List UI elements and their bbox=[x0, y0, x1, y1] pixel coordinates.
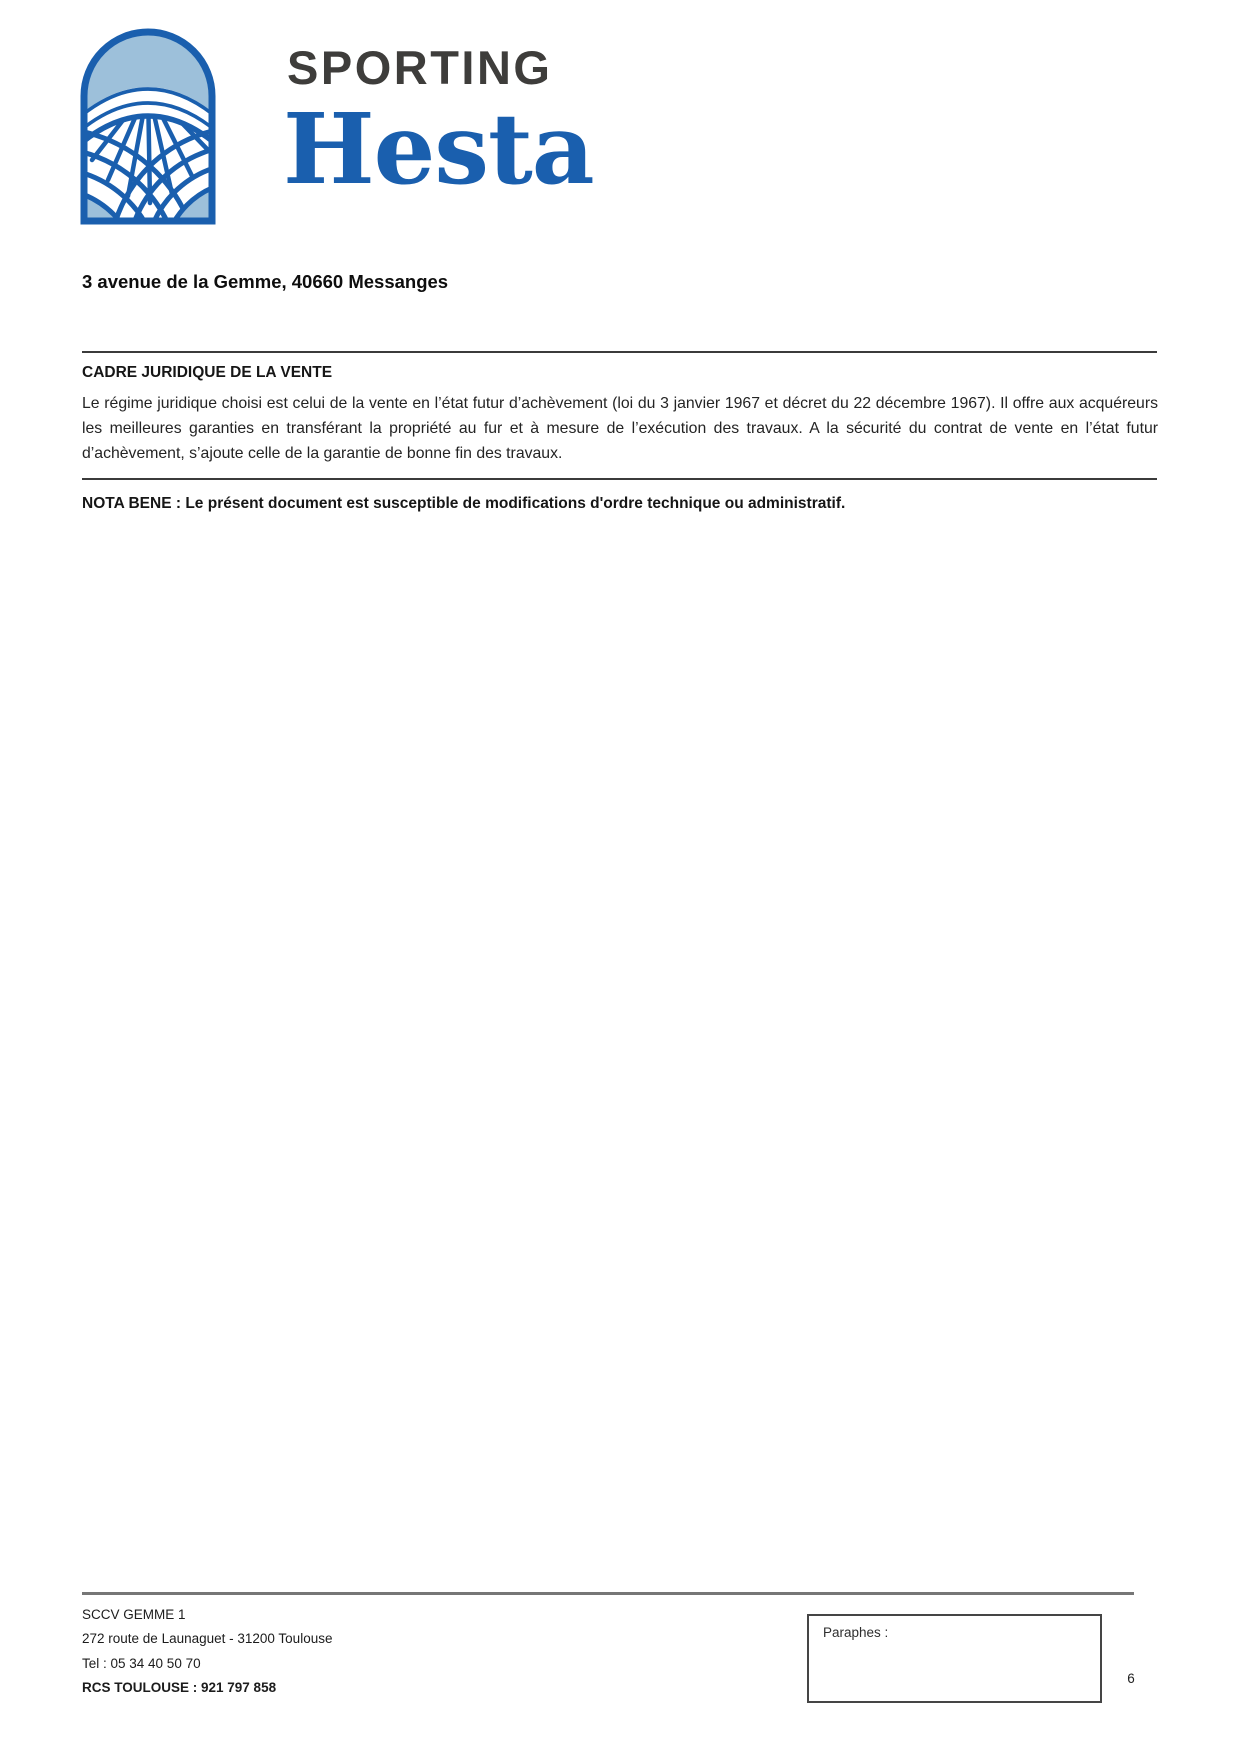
section-top-rule bbox=[82, 351, 1157, 353]
nota-bene: NOTA BENE : Le présent document est susceptible de modifications d'ordre technique ou administratif. bbox=[82, 495, 846, 512]
footer-company: SCCV GEMME 1 bbox=[82, 1607, 186, 1622]
footer-rcs: RCS TOULOUSE : 921 797 858 bbox=[82, 1680, 277, 1696]
section-body-paragraph: Le régime juridique choisi est celui de la vente en l’état futur d’achèvement (loi du 3 janvier 1967 et décret du 22 décembre 1967). Il offre aux acquéreurs les meilleures garanties en transférant la propriété au fur et à mesure de l’exécution des travaux. A la sécurité du contrat de vente en l’état futur d’achèvement, s’ajoute celle de la garantie de bonne fin des travaux. bbox=[82, 395, 1158, 463]
paraphes-label: Paraphes : bbox=[823, 1625, 889, 1640]
stained-glass-arch-window-icon bbox=[80, 28, 216, 225]
project-address: 3 avenue de la Gemme, 40660 Messanges bbox=[82, 271, 449, 292]
footer-company-block bbox=[82, 1603, 332, 1701]
section-title: CADRE JURIDIQUE DE LA VENTE bbox=[82, 364, 333, 381]
page-number: 6 bbox=[1127, 1671, 1135, 1686]
footer-rule bbox=[82, 1592, 1134, 1595]
footer-address: 272 route de Launaguet - 31200 Toulouse bbox=[82, 1631, 333, 1647]
brand-wordmark-sporting: SPORTING bbox=[287, 41, 553, 94]
brand-wordmark-hesta: Hesta bbox=[283, 92, 594, 206]
paraphes-box bbox=[807, 1614, 1102, 1703]
footer-phone: Tel : 05 34 40 50 70 bbox=[82, 1655, 201, 1671]
nota-bene-top-rule bbox=[82, 478, 1157, 480]
